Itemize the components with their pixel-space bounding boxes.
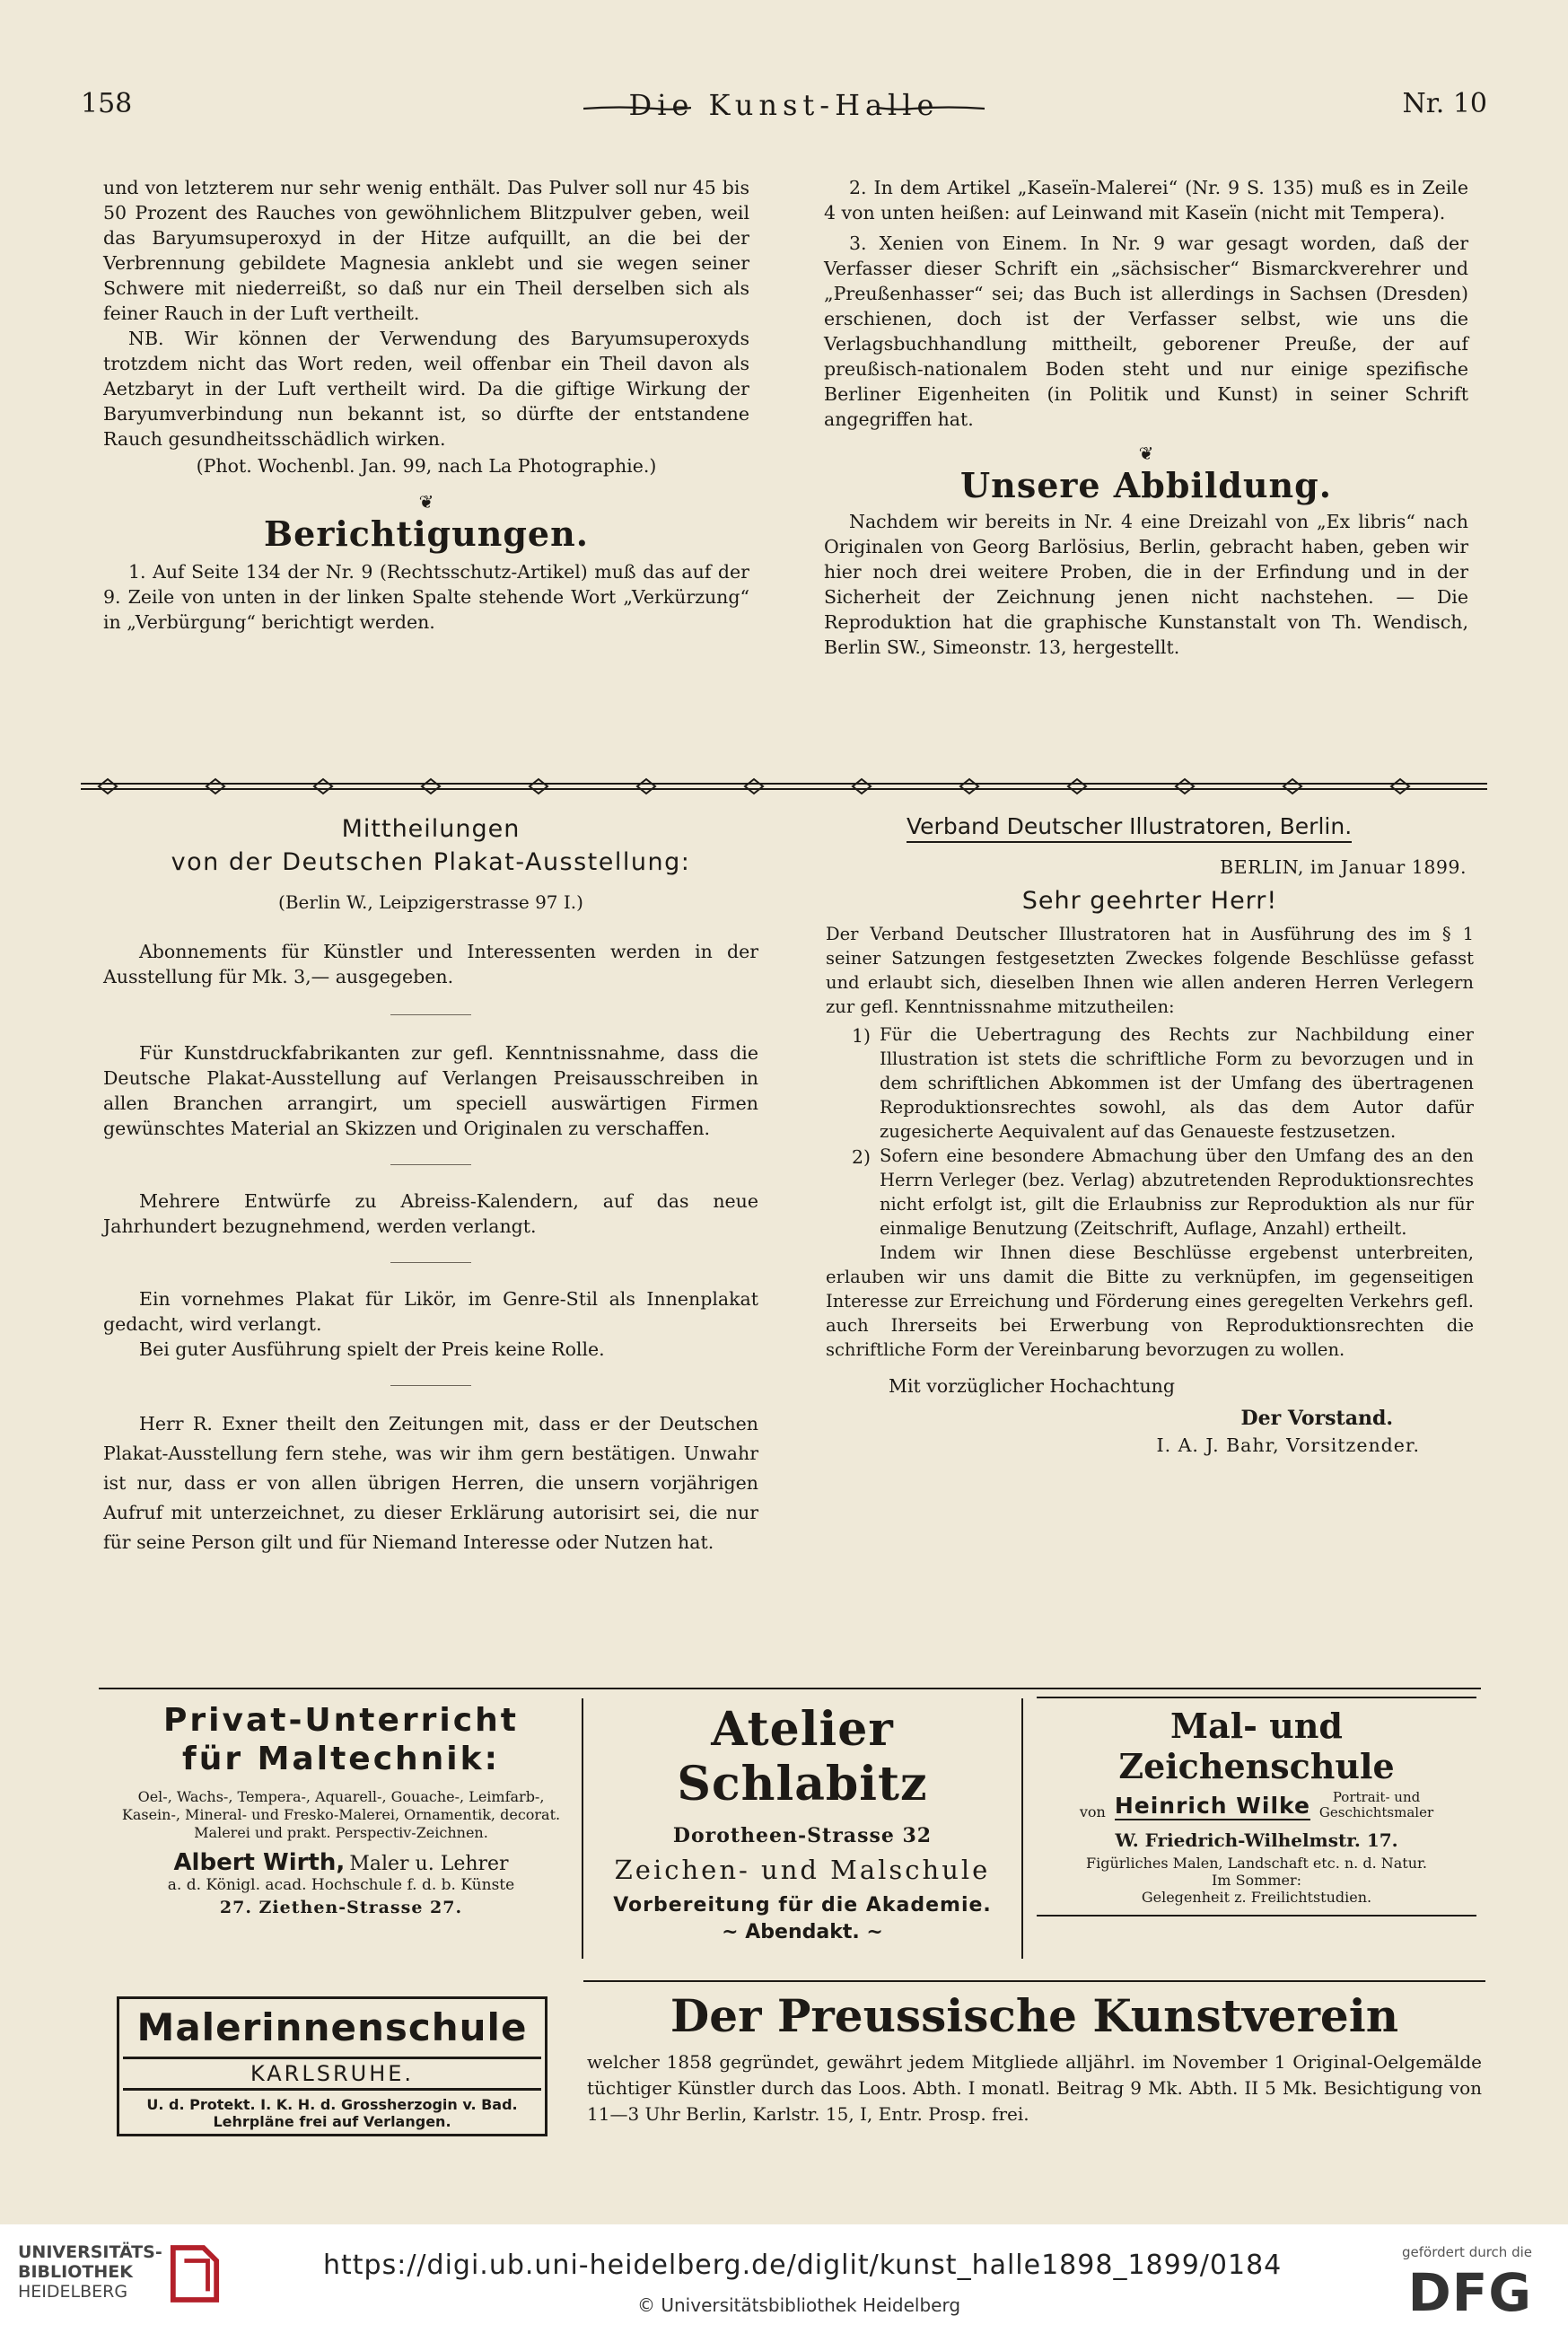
- issue-number: Nr. 10: [1402, 88, 1487, 119]
- privat-teacher: Albert Wirth, Maler u. Lehrer: [173, 1849, 509, 1876]
- library-name: UNIVERSITÄTS- BIBLIOTHEK HEIDELBERG: [18, 2242, 162, 2302]
- ad-malerinnenschule: [117, 1996, 547, 2136]
- ad-wilke: [1032, 1697, 1481, 1917]
- malerinnen-title: Malerinnenschule: [136, 2005, 528, 2049]
- fleuron-ornament: ❦: [418, 491, 434, 513]
- wilke-line-2: Im Sommer:: [1211, 1872, 1302, 1889]
- wilke-line-1: Figürliches Malen, Landschaft etc. n. d. Natur.: [1086, 1855, 1427, 1872]
- source-citation: (Phot. Wochenbl. Jan. 99, nach La Photographie.): [196, 455, 657, 477]
- fleuron-ornament: ❦: [1138, 443, 1154, 464]
- letter-outro: Indem wir Ihnen diese Beschlüsse ergebenst unterbreiten, erlauben wir uns damit die Bitte zu verknüpfen, im gegenseitigen Interesse zur Erreichung und Förderung eines geregelten Verkehrs gefl. auch Ihrerseits bei Erwerbung von Reproduktionsrechten die schriftliche Form der Vereinbarung bevorzugen zu wollen.: [826, 1242, 1474, 1360]
- letter-closing: Mit vorzüglicher Hochachtung: [889, 1375, 1175, 1397]
- heading-unsere-abbildung: Unsere Abbildung.: [960, 465, 1332, 505]
- section-rule: [390, 1164, 471, 1165]
- letter-salutation: Sehr geehrter Herr!: [1021, 887, 1278, 915]
- malerinnen-city: KARLSRUHE.: [123, 2057, 541, 2091]
- plakat-title-1: Mittheilungen: [341, 815, 521, 843]
- atelier-title: Atelier Schlabitz: [677, 1702, 928, 1811]
- journal-title: Die Kunst-Halle: [628, 88, 940, 122]
- atelier-evening: ~ Abendakt. ~: [722, 1920, 883, 1943]
- kunstverein-body: welcher 1858 gegründet, gewährt jedem Mitgliede alljährl. im November 1 Original-Oelgemälde tüchtiger Künstler durch das Loos. Abth. I monatl. Beitrag 9 Mk. Abth. II 5 Mk. Besichtigung von 11—3 Uhr Berlin, Karlstr. 15, I, Entr. Prosp. frei.: [587, 2051, 1482, 2125]
- funded-by-text: gefördert durch die: [1402, 2244, 1532, 2260]
- swash-icon: ~: [722, 1920, 739, 1943]
- privat-title-1: Privat-Unterricht: [163, 1702, 519, 1739]
- kunstverein-title: Der Preussische Kunstverein: [670, 1989, 1399, 2042]
- privat-title-2: für Maltechnik:: [182, 1741, 500, 1777]
- plakat-paragraph-2: Für Kunstdruckfabrikanten zur gefl. Kenntnissnahme, dass die Deutsche Plakat-Ausstellung auf Verlangen Preisausschreiben in allen Branchen arrangirt, um speciell auswärtigen Firmen gewünschtes Material an Skizzen und Originalen zu verschaffen.: [103, 1042, 758, 1139]
- paragraph-correction-3: 3. Xenien von Einem. In Nr. 9 war gesagt worden, daß der Verfasser dieser Schrift ein „sächsischer“ Bismarckverehrer und „Preußenhasser“ sei; das Buch ist allerdings in Sachsen (Dresden) erschienen, doch ist der Verfasser selbst, wie uns die Verlagsbuchhandlung mittheilt, geborener Preuße, der auf preußisch-nationalem Boden steht und nur einige spezifische Berliner Eigenheiten (in Politik und Kunst) in seiner Schrift angegriffen hat.: [824, 232, 1468, 430]
- paragraph-pulver: und von letzterem nur sehr wenig enthält. Das Pulver soll nur 45 bis 50 Prozent des Rauches von gewöhnlichem Blitzpulver geben, weil das Baryumsuperoxyd in der Hitze aufquillt, an die bei der Verbrennung gebildete Magnesia anklebt und sie wegen seiner Schwere mit niederreißt, so daß nur ein Theil derselben sich als feiner Rauch in der Luft vertheilt.: [103, 177, 749, 324]
- letter-date: BERLIN, im Januar 1899.: [1220, 856, 1467, 878]
- plakat-paragraph-4: Ein vornehmes Plakat für Likör, im Genre-Stil als Innenplakat gedacht, wird verlangt.: [103, 1288, 758, 1335]
- ad-separator: [1021, 1698, 1023, 1959]
- section-rule: [390, 1385, 471, 1386]
- section-rule: [390, 1014, 471, 1015]
- section-rule: [390, 1262, 471, 1263]
- malerinnen-line-2: Lehrpläne frei auf Verlangen.: [213, 2113, 451, 2130]
- ad-kunstverein: [583, 1980, 1485, 2127]
- letter-item-2: 2) Sofern eine besondere Abmachung über den Umfang des an den Herrn Verleger (bez. Verlag) abzutretenden Reproduktionsrechtes nicht erfolgt ist, gilt die Erlaubniss zur Reproduktion als nur für einmalige Benutzung (Zeitschrift, Auflage, Anzahl) ertheilt.: [851, 1145, 1474, 1239]
- library-logo: [18, 2242, 233, 2323]
- privat-body: Oel-, Wachs-, Tempera-, Aquarell-, Gouache-, Leimfarb-, Kasein-, Mineral- und Fresko-Malerei, Ornamentik, decorat. Malerei und prakt. Perspectiv-Zeichnen.: [121, 1788, 561, 1841]
- privat-school: a. d. Königl. acad. Hochschule f. d. b. Künste: [167, 1876, 515, 1894]
- ads-top-rule: [99, 1688, 1481, 1689]
- letter-item-1: 1) Für die Uebertragung des Rechts zur Nachbildung einer Illustration ist stets die schriftliche Form zu bevorzugen und in dem schriftlichen Abkommen ist der Umfang des übertragenen Reproduktionsrechtes sowohl, als das dem Autor dafür zugesicherte Aequivalent auf das Genaueste festzusetzen.: [851, 1024, 1474, 1142]
- page-header: [81, 88, 1487, 131]
- left-column-top: [103, 175, 749, 635]
- wilke-bottom-rule: [1037, 1915, 1476, 1917]
- swash-ornament-right: [877, 104, 985, 113]
- plakat-title-2: von der Deutschen Plakat-Ausstellung:: [171, 848, 691, 876]
- atelier-street: Dorotheen-Strasse 32: [672, 1824, 933, 1847]
- plakat-section: [103, 813, 758, 1557]
- heading-berichtigungen: Berichtigungen.: [264, 513, 589, 554]
- malerinnen-line-1: U. d. Protekt. I. K. H. d. Grossherzogin v. Bad.: [146, 2096, 518, 2113]
- wilke-name-row: von Heinrich Wilke Portrait- und Geschichtsmaler: [1079, 1789, 1434, 1820]
- plakat-address: (Berlin W., Leipzigerstrasse 97 I.): [278, 891, 583, 913]
- ad-privat-unterricht: [108, 1702, 574, 1917]
- verband-section: [826, 813, 1474, 1459]
- kunstverein-top-rule: [583, 1980, 1485, 1982]
- paragraph-nb: NB. Wir können der Verwendung des Baryumsuperoxyds trotzdem nicht das Wort reden, weil offenbar ein Theil davon als Aetzbaryt in der Luft vertheilt wird. Da die giftige Wirkung der Baryumverbindung nun bekannt ist, so dürfte der entstandene Rauch gesundheitsschädlich wirken.: [103, 328, 749, 450]
- wilke-top-rule: [1037, 1697, 1476, 1698]
- atelier-prep: Vorbereitung für die Akademie.: [613, 1894, 992, 1917]
- permalink-url[interactable]: https://digi.ub.uni-heidelberg.de/diglit/kunst_halle1898_1899/0184: [323, 2250, 1283, 2281]
- letter-signer: Der Vorstand.: [1240, 1407, 1393, 1430]
- copyright-text: © Universitätsbibliothek Heidelberg: [637, 2294, 961, 2316]
- plakat-paragraph-3: Mehrere Entwürfe zu Abreiss-Kalendern, auf das neue Jahrhundert bezugnehmend, werden verlangt.: [103, 1190, 758, 1237]
- right-column-top: [824, 175, 1468, 660]
- wilke-line-3: Gelegenheit z. Freilichtstudien.: [1141, 1889, 1372, 1906]
- plakat-paragraph-6: Herr R. Exner theilt den Zeitungen mit, dass er der Deutschen Plakat-Ausstellung fern stehe, was wir ihm gern bestätigen. Unwahr ist nur, dass er von allen übrigen Herren, die unsern vorjährigen Aufruf mit unterzeichnet, zu dieser Erklärung autorisirt sei, die nur für seine Person gilt und für Niemand Interesse oder Nutzen hat.: [103, 1413, 758, 1553]
- ad-separator: [582, 1698, 583, 1959]
- paragraph-abbildung: Nachdem wir bereits in Nr. 4 eine Dreizahl von „Ex libris“ nach Originalen von Georg Barlösius, Berlin, gebracht haben, geben wir hier noch drei weitere Proben, die in der Erfindung und in der Sicherheit der Zeichnung jenen nicht nachstehen. — Die Reproduktion hat die graphische Kunstanstalt von Th. Wendisch, Berlin SW., Simeonstr. 13, hergestellt.: [824, 511, 1468, 658]
- plakat-paragraph-5: Bei guter Ausführung spielt der Preis keine Rolle.: [139, 1338, 605, 1360]
- swash-icon: ~: [866, 1920, 883, 1943]
- paragraph-correction-2: 2. In dem Artikel „Kaseïn-Malerei“ (Nr. 9 S. 135) muß es in Zeile 4 von unten heißen: auf Leinwand mit Kaseïn (nicht mit Tempera).: [824, 177, 1468, 224]
- paragraph-correction-1: 1. Auf Seite 134 der Nr. 9 (Rechtsschutz-Artikel) muß das auf der 9. Zeile von unten in der linken Spalte stehende Wort „Verkürzung“ in „Verbürgung“ berichtigt werden.: [103, 561, 749, 633]
- ornamental-divider: [81, 776, 1487, 797]
- verband-title: Verband Deutscher Illustratoren, Berlin.: [826, 813, 1474, 841]
- dfg-logo: DFG: [1407, 2262, 1532, 2323]
- letter-chair: I. A. J. Bahr, Vorsitzender.: [1156, 1434, 1420, 1456]
- plakat-paragraph-1: Abonnements für Künstler und Interessenten werden in der Ausstellung für Mk. 3,— ausgegeben.: [103, 941, 758, 987]
- library-emblem-icon: [169, 2242, 221, 2305]
- atelier-subtitle: Zeichen- und Malschule: [614, 1855, 991, 1885]
- digitization-footer: [0, 2224, 1568, 2342]
- wilke-address: W. Friedrich-Wilhelmstr. 17.: [1115, 1829, 1398, 1851]
- wilke-title: Mal- und Zeichenschule: [1118, 1706, 1395, 1786]
- privat-address: 27. Ziethen-Strasse 27.: [219, 1898, 463, 1917]
- letter-intro: Der Verband Deutscher Illustratoren hat in Ausführung des im § 1 seiner Satzungen festgesetzten Zweckes folgende Beschlüsse gefasst und erlaubt sich, dieselben Ihnen wie allen anderen Herren Verlegern zur gefl. Kenntnissnahme mitzutheilen:: [826, 924, 1474, 1017]
- page-number: 158: [81, 88, 133, 119]
- ad-atelier-schlabitz: [588, 1702, 1017, 1943]
